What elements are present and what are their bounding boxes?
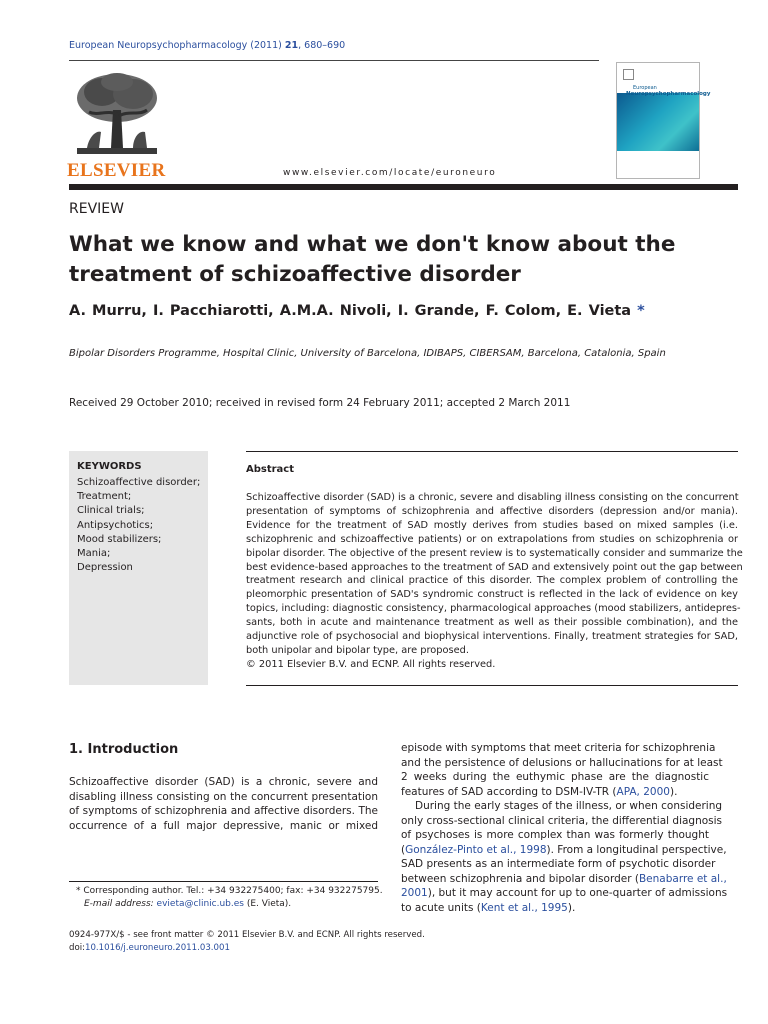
abstract-line: treatment research and clinical practice of this disorder. The complex problem of controlling the — [246, 575, 738, 587]
abstract-copyright: © 2011 Elsevier B.V. and ECNP. All rights reserved. — [246, 658, 496, 670]
abstract-line: Evidence for the treatment of SAD mostly derives from studies based on mixed samples (i.e. — [246, 519, 738, 531]
abstract-line: topics, including: diagnostic consistency, pharmacological approaches (mood stabilizers, antidepres- — [246, 603, 741, 615]
cover-title: Neuropsychopharmacology — [626, 91, 711, 97]
abstract-top-rule — [246, 451, 738, 452]
body-text: between schizophrenia and bipolar disorder ( — [401, 872, 639, 885]
citation-link[interactable]: Kent et al., 1995 — [480, 901, 568, 914]
body-line: 2 weeks during the euthymic phase are the diagnostic — [401, 771, 709, 783]
cover-publisher-icon — [623, 69, 634, 80]
section-heading-introduction: 1. Introduction — [69, 742, 179, 757]
abstract-line: both unipolar and bipolar type, are proposed. — [246, 644, 469, 656]
header-rule — [69, 184, 738, 190]
body-text: ). — [669, 785, 678, 798]
abstract-heading: Abstract — [246, 464, 295, 475]
body-line: episode with symptoms that meet criteria for schizophrenia — [401, 742, 716, 754]
body-line: only cross-sectional clinical criteria, the differential diagnosis — [401, 814, 723, 827]
title-line-1: What we know and what we don't know about the — [69, 232, 676, 257]
abstract-line: Schizoaffective disorder (SAD) is a chronic, severe and disabling illness consisting on the concurrent — [246, 492, 739, 503]
keyword: Schizoaffective disorder; — [77, 477, 201, 488]
body-text: features of SAD according to DSM-IV-TR ( — [401, 785, 617, 798]
doi-label: doi: — [69, 943, 85, 953]
abstract-line: schizophrenic and schizoaffective patients) or on extrapolations from studies on schizophrenia or — [246, 533, 738, 545]
footnote-contact: * Corresponding author. Tel.: +34 932275400; fax: +34 932275795. — [76, 886, 383, 896]
body-text: to acute units ( — [401, 901, 481, 914]
corresponding-author-mark[interactable]: * — [637, 303, 645, 319]
keyword: Mania; — [77, 548, 111, 560]
abstract-line: sants, both in acute and maintenance treatment as well as their possible combination), and the — [246, 617, 738, 629]
keyword: Antipsychotics; — [77, 519, 154, 531]
body-text: ( — [401, 843, 406, 856]
body-line: disabling illness consisting on the concurrent presentation — [69, 790, 378, 803]
body-text: ). — [567, 901, 576, 914]
body-line — [401, 872, 727, 887]
abstract-line: adjunctive role of psychosocial and biophysical interventions. Finally, treatment strategies for SAD, — [246, 631, 738, 643]
body-line: Schizoaffective disorder (SAD) is a chronic, severe and — [69, 776, 378, 788]
keyword: Depression — [77, 562, 133, 574]
article-section-label: REVIEW — [69, 201, 124, 217]
citation-link[interactable]: 2001 — [401, 887, 428, 899]
body-line: of symptoms of schizophrenia and affective disorders. The — [69, 805, 378, 817]
abstract-line: best evidence-based approaches to the treatment of SAD and extensively point out the gap between — [246, 561, 743, 573]
body-line — [401, 901, 709, 916]
intro-left-column — [69, 775, 378, 833]
journal-pages: , 680–690 — [298, 40, 346, 51]
cover-graphic — [617, 93, 699, 151]
title-line-2: treatment of schizoaffective disorder — [69, 262, 521, 287]
body-line — [401, 785, 709, 800]
body-line: SAD presents as an intermediate form of psychotic disorder — [401, 858, 716, 870]
corresponding-author-footnote — [76, 885, 383, 911]
abstract-line: pleomorphic presentation of SAD's syndromic construct is reflected in the lack of evidence on key — [246, 589, 738, 601]
abstract-line: presentation of symptoms of schizophrenia and affective disorders (depression and/or mania). — [246, 505, 738, 517]
journal-volume: 21 — [284, 40, 299, 51]
footnote-rule — [69, 881, 378, 882]
abstract-body — [246, 491, 743, 672]
article-title — [69, 230, 741, 290]
keywords-title: KEYWORDS — [77, 461, 142, 472]
keywords-list — [77, 476, 200, 575]
keyword: Treatment; — [77, 491, 132, 503]
cover-title-top: European — [633, 85, 657, 91]
journal-name: European Neuropsychopharmacology (2011) — [69, 40, 285, 51]
footnote-email-line — [76, 898, 383, 911]
copyright-text: 0924-977X/$ - see front matter © 2011 Elsevier B.V. and ECNP. All rights reserved. — [69, 930, 425, 940]
doi-line — [69, 942, 425, 955]
keyword: Clinical trials; — [77, 505, 145, 517]
author-list — [69, 303, 645, 319]
header-thin-rule — [69, 60, 599, 61]
front-matter-notice — [69, 929, 425, 955]
affiliation: Bipolar Disorders Programme, Hospital Clinic, University of Barcelona, IDIBAPS, CIBERSAM, Barcelona, Catalonia, Spain — [69, 348, 666, 359]
citation-link[interactable]: González-Pinto et al., 1998 — [405, 843, 547, 856]
citation-link[interactable]: Benabarre et al., — [638, 872, 727, 885]
body-line: occurrence of a full major depressive, manic or mixed — [69, 819, 378, 832]
citation-link[interactable]: APA, 2000 — [616, 785, 670, 798]
article-history: Received 29 October 2010; received in revised form 24 February 2011; accepted 2 March 2011 — [69, 397, 571, 409]
email-label: E-mail address: — [84, 899, 154, 909]
abstract-line: bipolar disorder. The objective of the present review is to systematically consider and summarize the — [246, 547, 743, 559]
email-suffix: (E. Vieta). — [243, 899, 292, 909]
email-link[interactable]: evieta@clinic.ub.es — [156, 899, 244, 909]
publisher-wordmark: ELSEVIER — [67, 160, 166, 181]
body-line — [401, 843, 727, 858]
journal-cover-thumbnail — [616, 62, 711, 179]
abstract-bottom-rule — [246, 685, 738, 686]
doi-link[interactable]: 10.1016/j.euroneuro.2011.03.001 — [85, 943, 230, 953]
body-line: of psychoses is more complex than was formerly thought — [401, 829, 709, 841]
body-text: ). From a longitudinal perspective, — [546, 843, 727, 856]
authors-text: A. Murru, I. Pacchiarotti, A.M.A. Nivoli, I. Grande, F. Colom, E. Vieta — [69, 303, 632, 319]
intro-right-column — [401, 741, 728, 915]
body-line — [401, 886, 728, 901]
keyword: Mood stabilizers; — [77, 533, 162, 545]
journal-reference[interactable] — [69, 40, 345, 51]
journal-url-link[interactable]: www.elsevier.com/locate/euroneuro — [283, 168, 497, 178]
body-line: During the early stages of the illness, or when considering — [415, 800, 723, 812]
body-text: ), but it may account for up to one-quarter of admissions — [427, 887, 728, 899]
body-line: and the persistence of delusions or hallucinations for at least — [401, 756, 723, 769]
